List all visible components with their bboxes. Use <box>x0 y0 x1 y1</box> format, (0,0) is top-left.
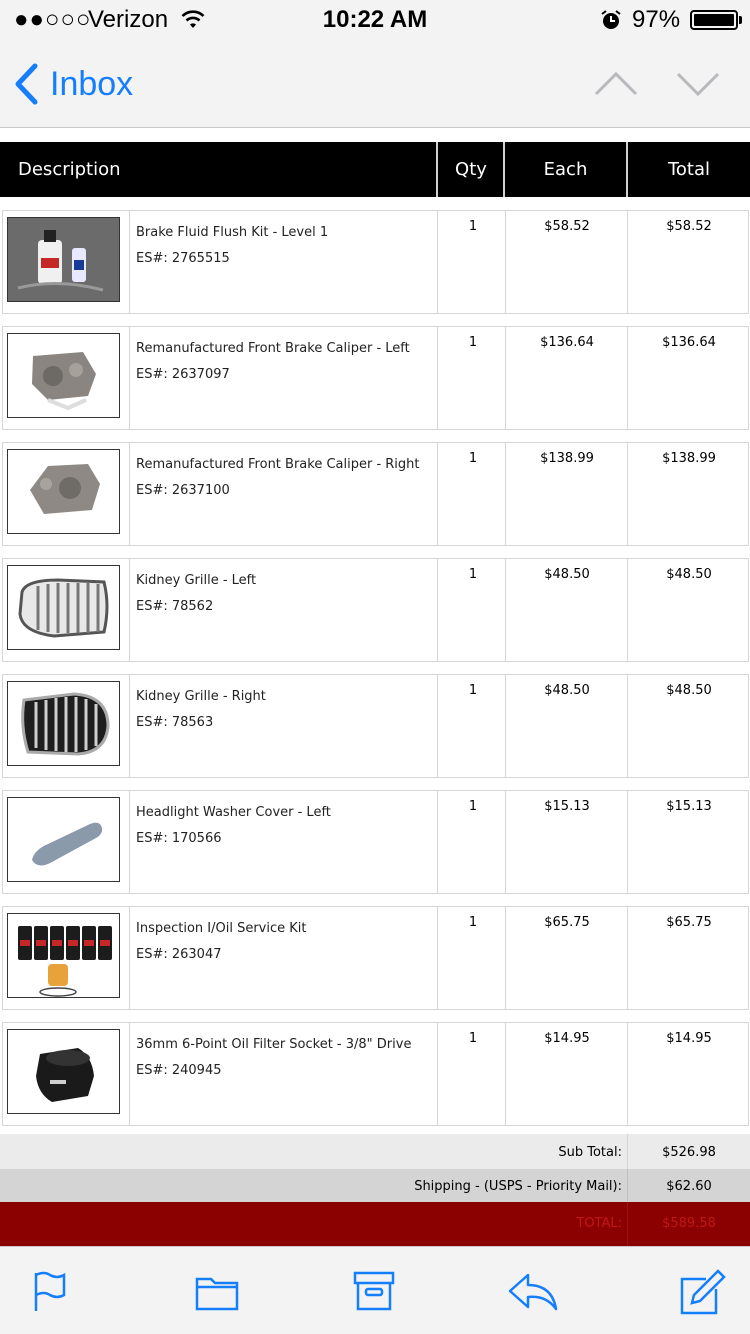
clock-time: 10:22 AM <box>322 6 428 33</box>
shipping-value: $62.60 <box>666 1179 712 1194</box>
kidney-grille-image[interactable] <box>7 681 120 766</box>
shipping-row <box>0 1169 750 1202</box>
item-qty: 1 <box>468 915 478 930</box>
cell-divider <box>129 675 130 777</box>
item-qty: 1 <box>468 799 478 814</box>
order-item-row <box>2 1022 749 1126</box>
back-label: Inbox <box>50 64 134 103</box>
status-bar <box>0 0 750 40</box>
compose-button[interactable] <box>678 1269 722 1313</box>
cell-divider <box>437 907 438 1009</box>
item-es-number: ES#: 240945 <box>136 1063 222 1078</box>
chevron-left-icon <box>14 63 38 105</box>
header-each: Each <box>543 159 588 180</box>
chevron-up-icon <box>594 70 638 98</box>
flag-icon <box>28 1269 72 1313</box>
item-qty: 1 <box>468 335 478 350</box>
carrier-name: Verizon <box>88 6 169 33</box>
move-to-folder-button[interactable] <box>194 1269 238 1313</box>
signal-strength-indicator: ●●○○○ <box>14 6 92 33</box>
flag-button[interactable] <box>28 1269 72 1313</box>
item-total-price: $14.95 <box>666 1031 712 1046</box>
item-es-number: ES#: 78563 <box>136 715 214 730</box>
item-qty: 1 <box>468 1031 478 1046</box>
item-description: Kidney Grille - Right <box>136 689 266 704</box>
cell-divider <box>437 211 438 313</box>
next-message-button[interactable] <box>676 70 720 103</box>
item-es-number: ES#: 2765515 <box>136 251 230 266</box>
order-item-row <box>2 442 749 546</box>
cell-divider <box>129 211 130 313</box>
item-total-price: $58.52 <box>666 219 712 234</box>
order-item-row <box>2 674 749 778</box>
item-description: Inspection I/Oil Service Kit <box>136 921 307 936</box>
order-table-header <box>0 142 750 197</box>
order-item-row <box>2 906 749 1010</box>
item-total-price: $136.64 <box>662 335 716 350</box>
item-es-number: ES#: 263047 <box>136 947 222 962</box>
cell-divider <box>437 559 438 661</box>
navigation-bar <box>0 40 750 128</box>
reply-button[interactable] <box>508 1269 560 1313</box>
total-label: TOTAL: <box>576 1216 622 1231</box>
header-description: Description <box>18 159 121 180</box>
item-es-number: ES#: 170566 <box>136 831 222 846</box>
archive-icon <box>352 1269 396 1313</box>
cell-divider <box>437 675 438 777</box>
total-row <box>0 1202 750 1246</box>
total-value: $589.58 <box>662 1216 716 1231</box>
battery-icon <box>690 10 738 30</box>
subtotal-row <box>0 1134 750 1169</box>
item-each-price: $58.52 <box>544 219 590 234</box>
item-each-price: $15.13 <box>544 799 590 814</box>
item-qty: 1 <box>468 567 478 582</box>
back-to-inbox-button[interactable] <box>14 62 133 106</box>
item-each-price: $48.50 <box>544 683 590 698</box>
item-es-number: ES#: 78562 <box>136 599 214 614</box>
folder-icon <box>194 1269 240 1313</box>
brake-fluid-kit-image[interactable] <box>7 217 120 302</box>
cell-divider <box>129 443 130 545</box>
oil-filter-socket-image[interactable] <box>7 1029 120 1114</box>
item-qty: 1 <box>468 219 478 234</box>
mail-toolbar <box>0 1246 750 1334</box>
item-each-price: $14.95 <box>544 1031 590 1046</box>
cell-divider <box>437 791 438 893</box>
item-each-price: $138.99 <box>540 451 594 466</box>
subtotal-label: Sub Total: <box>558 1145 622 1160</box>
previous-message-button[interactable] <box>594 70 638 103</box>
cell-divider <box>437 443 438 545</box>
cell-divider <box>129 559 130 661</box>
email-body[interactable] <box>0 129 750 1246</box>
order-item-row <box>2 326 749 430</box>
cell-divider <box>437 327 438 429</box>
battery-percent: 97% <box>632 6 681 33</box>
brake-caliper-image[interactable] <box>7 449 120 534</box>
cell-divider <box>437 1023 438 1125</box>
brake-caliper-image[interactable] <box>7 333 120 418</box>
shipping-label: Shipping - (USPS - Priority Mail): <box>414 1179 622 1194</box>
subtotal-value: $526.98 <box>662 1145 716 1160</box>
header-total: Total <box>667 159 711 180</box>
header-qty: Qty <box>455 159 487 180</box>
item-description: 36mm 6-Point Oil Filter Socket - 3/8" Drive <box>136 1037 412 1052</box>
item-es-number: ES#: 2637097 <box>136 367 230 382</box>
cell-divider <box>129 907 130 1009</box>
order-item-row <box>2 790 749 894</box>
item-es-number: ES#: 2637100 <box>136 483 230 498</box>
alarm-icon <box>600 9 622 36</box>
washer-cover-image[interactable] <box>7 797 120 882</box>
order-item-row <box>2 558 749 662</box>
item-description: Remanufactured Front Brake Caliper - Right <box>136 457 420 472</box>
chevron-down-icon <box>676 70 720 98</box>
item-each-price: $48.50 <box>544 567 590 582</box>
item-total-price: $65.75 <box>666 915 712 930</box>
oil-service-kit-image[interactable] <box>7 913 120 998</box>
item-total-price: $15.13 <box>666 799 712 814</box>
compose-icon <box>678 1269 726 1317</box>
item-total-price: $138.99 <box>662 451 716 466</box>
item-description: Headlight Washer Cover - Left <box>136 805 331 820</box>
item-description: Brake Fluid Flush Kit - Level 1 <box>136 225 329 240</box>
archive-button[interactable] <box>352 1269 396 1313</box>
item-qty: 1 <box>468 451 478 466</box>
cell-divider <box>129 1023 130 1125</box>
item-total-price: $48.50 <box>666 567 712 582</box>
item-each-price: $136.64 <box>540 335 594 350</box>
order-item-row <box>2 210 749 314</box>
reply-icon <box>508 1269 560 1313</box>
cell-divider <box>129 791 130 893</box>
item-qty: 1 <box>468 683 478 698</box>
item-description: Remanufactured Front Brake Caliper - Left <box>136 341 410 356</box>
item-each-price: $65.75 <box>544 915 590 930</box>
item-description: Kidney Grille - Left <box>136 573 257 588</box>
item-total-price: $48.50 <box>666 683 712 698</box>
cell-divider <box>129 327 130 429</box>
kidney-grille-image[interactable] <box>7 565 120 650</box>
